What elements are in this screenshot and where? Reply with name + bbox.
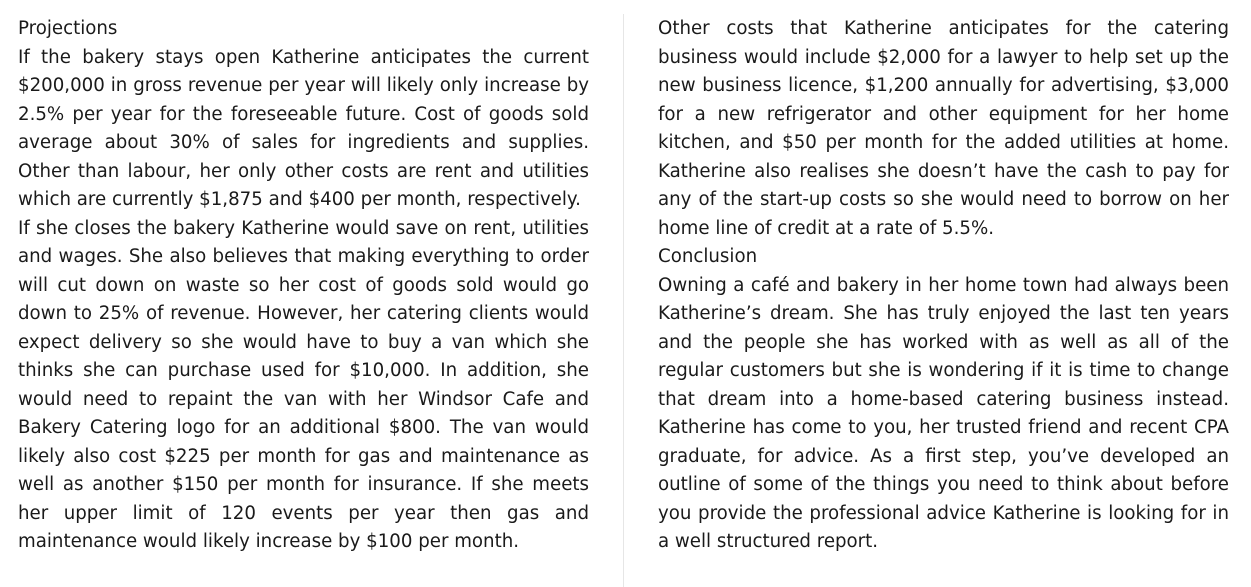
- paragraph-bakery-stays-open: If the bakery stays open Katherine anticipates the current $200,000 in gross revenue per year will likely only increase by 2.5% per year for the foreseeable future. Cost of goods sold average about 30% of sales for ingredients and supplies. Other than labour, her only other costs are rent and utilities which are currently $1,875 and $400 per month, respectively.: [18, 46, 589, 210]
- column-divider: [623, 14, 624, 587]
- paragraph-other-costs: Other costs that Katherine anticipates for the catering business would include $2,000 for a lawyer to help set up the new business licence, $1,200 annually for advertising, $3,000 for a new refrigerator and other equipment for her home kitchen, and $50 per month for the added utilities at home. Katherine also realises she doesn’t have the cash to pay for any of the start-up costs so she would need to borrow on her home line of credit at a rate of 5.5%.: [658, 18, 1229, 239]
- left-column: [18, 15, 589, 557]
- section-heading-projections: Projections: [18, 18, 118, 39]
- paragraph-bakery-closes: If she closes the bakery Katherine would save on rent, utilities and wages. She also believes that making everything to order will cut down on waste so her cost of goods sold would go down to 25% of revenue. However, her catering clients would expect delivery so she would have to buy a van which she thinks she can purchase used for $10,000. In addition, she would need to repaint the van with her Windsor Cafe and Bakery Catering logo for an additional $800. The van would likely also cost $225 per month for gas and maintenance as well as another $150 per month for insurance. If she meets her upper limit of 120 events per year then gas and maintenance would likely increase by $100 per month.: [18, 217, 589, 552]
- paragraph-conclusion: Owning a café and bakery in her home town had always been Katherine’s dream. She has truly enjoyed the last ten years and the people she has worked with as well as all of the regular customers but she is wondering if it is time to change that dream into a home-based catering business instead. Katherine has come to you, her trusted friend and recent CPA graduate, for advice. As a first step, you’ve developed an outline of some of the things you need to think about before you provide the professional advice Katherine is looking for in a well structured report.: [658, 274, 1229, 552]
- right-column: [658, 15, 1229, 557]
- section-heading-conclusion: Conclusion: [658, 246, 758, 267]
